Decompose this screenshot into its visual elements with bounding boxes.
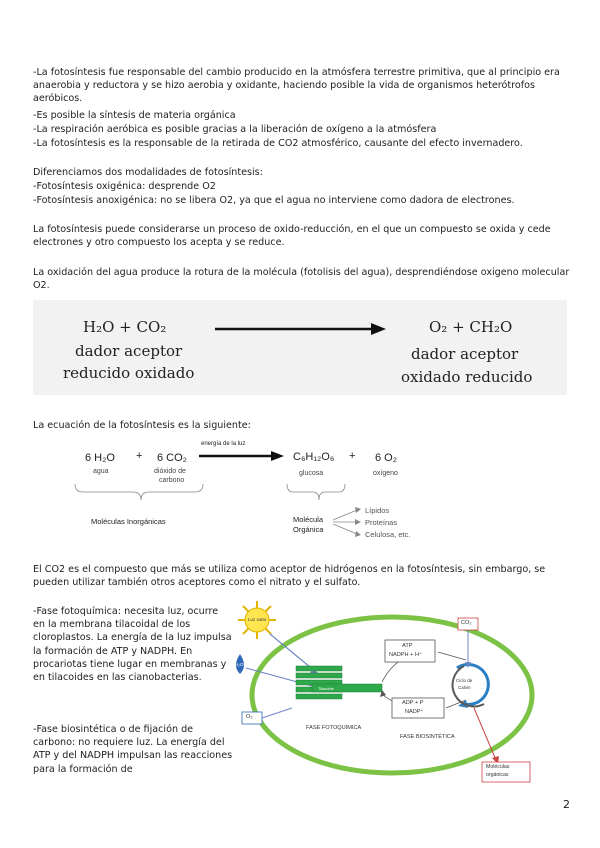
equation-figure	[33, 432, 453, 562]
paragraph-redox: La fotosíntesis puede considerarse un proceso de oxido-reducción, en el que un compuesto se oxida y cede electrones y otro compuesto los acepta y se reduce.	[33, 224, 551, 249]
organic-molecules-label-2: orgánicas	[486, 772, 509, 778]
equation-oxygen-label: oxígeno	[373, 470, 398, 477]
nadph-label: NADPH + H⁺	[389, 652, 422, 658]
paragraph-atmosphere: -La fotosíntesis fue responsable del cambio producido en la atmósfera terrestre primitiva, que al principio era anaerobia y reductora y se hizo aerobia y oxidante, haciendo posible la vida de organismos heterótrofos aeróbicos.	[33, 67, 560, 105]
chloroplast-figure	[232, 600, 567, 785]
equation-product-proteins: Proteínas	[365, 518, 398, 527]
calvin-label-1: Ciclo de	[456, 678, 473, 683]
redox-figure	[33, 300, 567, 395]
equation-co2-label-1: dióxido de	[154, 468, 186, 475]
equation-arrow-label: energía de la luz	[201, 441, 246, 447]
redox-left-formula: H₂O + CO₂	[83, 318, 167, 336]
equation-water: 6 H₂O	[85, 452, 115, 464]
paragraph-oxygenic: -Fotosíntesis oxigénica: desprende O2	[33, 181, 216, 192]
phase-photochemical-label: FASE FOTOQUÍMICA	[306, 725, 362, 731]
atp-label: ATP	[402, 643, 413, 649]
redox-right-row2: oxidado reducido	[401, 368, 533, 386]
co2-label: CO₂	[461, 620, 472, 626]
paragraph-two-modes: Diferenciamos dos modalidades de fotosíntesis:	[33, 167, 263, 178]
paragraph-equation-intro: La ecuación de la fotosíntesis es la siguiente:	[33, 420, 251, 431]
equation-organic-label-2: Orgánica	[293, 525, 324, 534]
equation-co2-label-2: carbono	[159, 477, 185, 484]
equation-glucose: C₆H₁₂O₆	[293, 451, 335, 463]
water-label: H₂O	[235, 662, 244, 667]
page-number: 2	[563, 798, 570, 811]
paragraph-photolysis: La oxidación del agua produce la rotura de la molécula (fotolisis del agua), desprendiéndose oxigeno molecular O2.	[33, 267, 570, 292]
equation-product-lipids: Lípidos	[365, 506, 390, 515]
paragraph-other-acceptors: El CO2 es el compuesto que más se utiliza como aceptor de hidrógenos en la fotosíntesis, sin embargo, se pueden utilizar también otros aceptores como el nitrato y el sulfato.	[33, 564, 546, 589]
sun-label: Luz solar	[248, 617, 267, 622]
chloroplast-diagram	[232, 600, 567, 785]
paragraph-organic-synthesis: -Es posible la síntesis de materia orgánica	[33, 110, 236, 121]
equation-co2: 6 CO₂	[157, 452, 187, 464]
redox-left-row2: reducido oxidado	[63, 364, 195, 382]
paragraph-co2-removal: -La fotosíntesis es la responsable de la retirada de CO2 atmosférico, causante del efecto invernadero.	[33, 138, 523, 149]
redox-arrow-icon	[213, 321, 388, 337]
equation-product-cellulose: Celulosa, etc.	[365, 530, 411, 539]
equation-plus-2: +	[349, 450, 356, 462]
equation-oxygen: 6 O₂	[375, 452, 397, 464]
paragraph-anoxygenic: -Fotosíntesis anoxigénica: no se libera O2, ya que el agua no interviene como dadora de electrones.	[33, 195, 515, 206]
paragraph-biosynthetic-phase: -Fase biosintética o de fijación de carbono: no requiere luz. La energía del ATP y del NADPH impulsan las reacciones para la formación de	[33, 724, 233, 775]
paragraph-photochemical-phase: -Fase fotoquímica: necesita luz, ocurre en la membrana tilacoidal de los cloroplastos. La energía de la luz impulsa la formación de ATP y NADPH. En procariotas tiene lugar en membranas y en tilacoides en las cianobacterias.	[33, 606, 232, 684]
equation-plus-1: +	[136, 450, 143, 462]
equation-organic-label-1: Molécula	[293, 515, 324, 524]
thylakoid-label: Tilacoide	[318, 686, 334, 691]
calvin-label-2: Calvin	[458, 685, 471, 690]
nadp-label: NADP⁺	[405, 709, 424, 715]
equation-water-label: agua	[93, 468, 109, 475]
adp-label: ADP + P	[402, 700, 424, 706]
equation-arrow-icon	[199, 450, 285, 462]
redox-left-row1: dador aceptor	[75, 342, 183, 360]
equation-glucose-label: glucosa	[299, 470, 324, 477]
o2-label: O₂	[246, 714, 253, 720]
organic-molecules-label-1: Moléculas	[486, 764, 510, 770]
equation-inorganic-label: Moléculas Inorgánicas	[91, 517, 166, 526]
paragraph-aerobic-respiration: -La respiración aeróbica es posible gracias a la liberación de oxígeno a la atmósfera	[33, 124, 437, 135]
redox-right-row1: dador aceptor	[411, 345, 519, 363]
redox-right-formula: O₂ + CH₂O	[429, 318, 513, 336]
phase-biosynthetic-label: FASE BIOSINTÉTICA	[400, 734, 455, 740]
